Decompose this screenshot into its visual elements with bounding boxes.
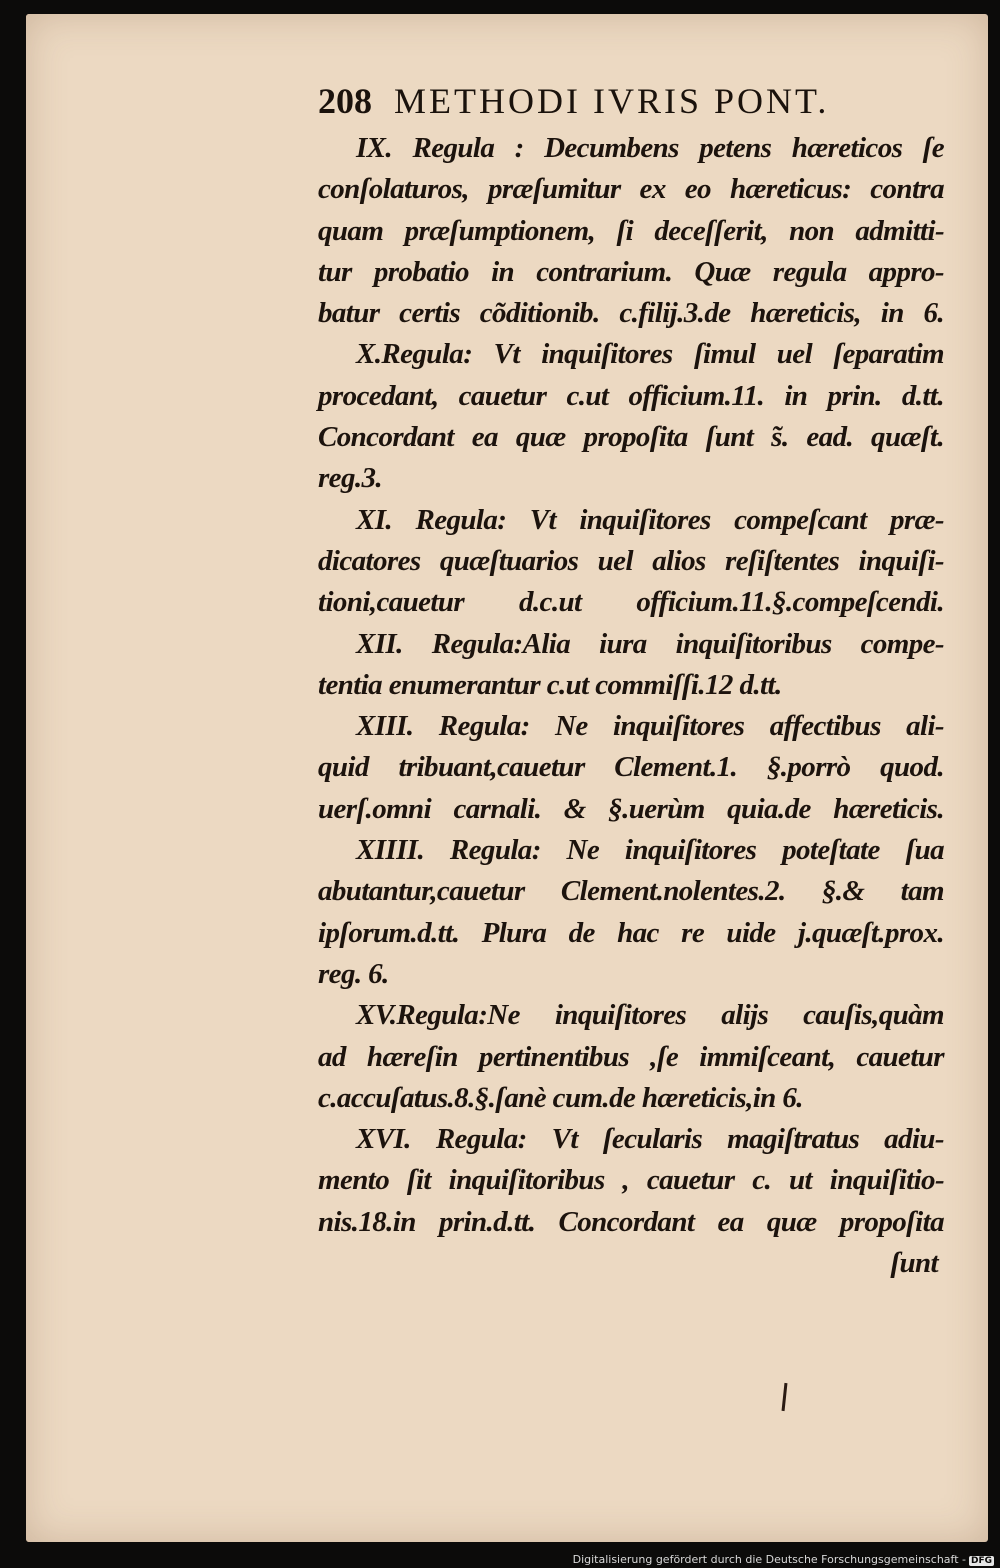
- text-line: procedant, cauetur c.ut officium.11. in prin. d.tt.: [318, 379, 944, 412]
- page-number: 208: [318, 81, 372, 121]
- text-line: quid tribuant,cauetur Clement.1. §.porrò quod.: [318, 751, 944, 784]
- running-title: METHODI IVRIS PONT.: [394, 81, 830, 121]
- running-header: [318, 80, 938, 122]
- credit-text: Digitalisierung gefördert durch die Deutsche Forschungsgemeinschaft -: [572, 1553, 966, 1566]
- text-line: ipſorum.d.tt. Plura de hac re uide j.quæſt.prox.: [318, 916, 944, 949]
- text-line: abutantur,cauetur Clement.nolentes.2. §.& tam: [318, 875, 944, 908]
- text-line: XV.Regula:Ne inquiſitores alijs cauſis,quàm: [356, 999, 944, 1032]
- text-line: c.accuſatus.8.§.ſanè cum.de hæreticis,in 6.: [318, 1081, 803, 1114]
- text-line: tur probatio in contrarium. Quæ regula appro-: [318, 255, 944, 288]
- text-line: XVI. Regula: Vt ſecularis magiſtratus adiu-: [356, 1123, 944, 1156]
- dfg-logo-icon: DFG: [970, 1556, 992, 1566]
- text-line: tioni,cauetur d.c.ut officium.11.§.compeſcendi.: [318, 586, 944, 619]
- text-line: IX. Regula : Decumbens petens hæreticos ſe: [356, 132, 944, 164]
- digitization-credit: [573, 1553, 994, 1566]
- text-line: ad hæreſin pertinentibus ,ſe immiſceant, cauetur: [318, 1040, 944, 1073]
- catchword: ſunt: [890, 1247, 938, 1280]
- text-line: reg.3.: [318, 462, 383, 495]
- text-line: mento ſit inquiſitoribus , cauetur c. ut inquiſitio-: [318, 1164, 944, 1197]
- text-line: XII. Regula:Alia iura inquiſitoribus compe-: [356, 627, 944, 660]
- text-line: uerſ.omni carnali. & §.uerùm quia.de hæreticis.: [318, 792, 944, 825]
- text-line: Concordant ea quæ propoſita ſunt s̃. ead. quæſt.: [318, 421, 944, 454]
- text-line: XIII. Regula: Ne inquiſitores affectibus ali-: [356, 710, 944, 743]
- text-line: tentia enumerantur c.ut commiſſi.12 d.tt.: [318, 668, 782, 701]
- text-line: conſolaturos, præſumitur ex eo hæreticus: contra: [318, 173, 944, 206]
- text-line: batur certis cõditionib. c.filij.3.de hæreticis, in 6.: [318, 297, 944, 330]
- text-line: quam præſumptionem, ſi deceſſerit, non admitti-: [318, 214, 944, 247]
- text-line: XIIII. Regula: Ne inquiſitores poteſtate ſua: [356, 834, 944, 867]
- body-text: [318, 128, 944, 1284]
- text-line: reg. 6.: [318, 957, 389, 990]
- text-line: X.Regula: Vt inquiſitores ſimul uel ſeparatim: [356, 338, 944, 371]
- text-line: XI. Regula: Vt inquiſitores compeſcant præ-: [356, 503, 944, 536]
- text-line: dicatores quæſtuarios uel alios reſiſtentes inquiſi-: [318, 544, 944, 577]
- text-line: nis.18.in prin.d.tt. Concordant ea quæ propoſita: [318, 1205, 944, 1238]
